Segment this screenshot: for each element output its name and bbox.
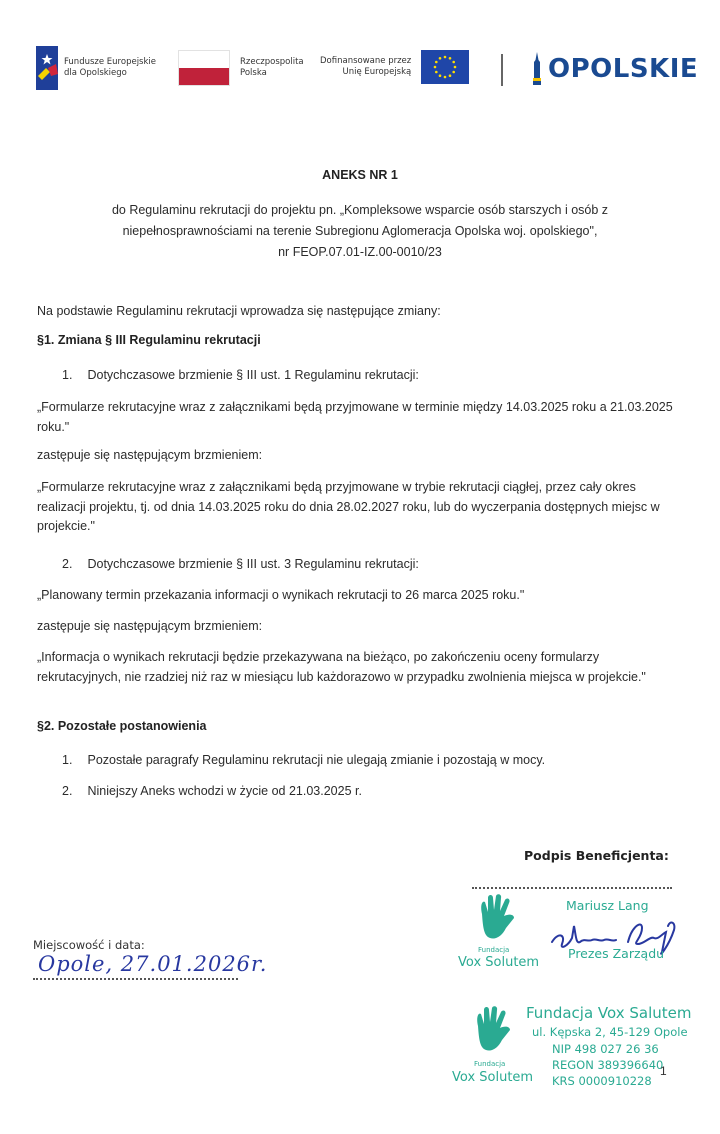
section-2-item-2 — [62, 784, 362, 798]
stamp2-fundacja: Fundacja — [474, 1060, 506, 1068]
old-text-1: „Formularze rekrutacyjne wraz z załącznikami będą przyjmowane w terminie między 14.03.2025 roku a 21.03.2025 roku." — [37, 400, 673, 434]
item-number: 1. — [62, 368, 73, 382]
stamp1-org: Vox Solutem — [458, 955, 540, 970]
section-1-item-2 — [62, 557, 419, 571]
logo-divider — [501, 54, 503, 86]
stamp2-address: ul. Kępska 2, 45-129 Opole — [532, 1025, 688, 1039]
subtitle-line-1: do Regulaminu rekrutacji do projektu pn. „Kompleksowe wsparcie osób starszych i osób z — [111, 203, 609, 217]
rzeczpospolita-logo — [178, 50, 304, 86]
stamp1-fundacja: Fundacja — [478, 946, 510, 954]
replace-label-1: zastępuje się następującym brzmieniem: — [37, 448, 263, 462]
polish-flag-icon — [178, 50, 230, 86]
new-text-1: „Formularze rekrutacyjne wraz z załącznikami będą przyjmowane w trybie rekrutacji ciągłej, przez cały okres realizacji projektu, tj. od dnia 14.03.2025 roku do dnia 28.02.2027 roku, lub do wyczerpania dostępnych miejsc w projekcie." — [37, 480, 660, 533]
logo-bar — [0, 44, 720, 100]
eu-line-2: Unię Europejską — [342, 67, 412, 77]
intro-text: Na podstawie Regulaminu rekrutacji wprowadza się następujące zmiany: — [37, 304, 441, 318]
place-date-value: Opole, 27.01.2026r. — [38, 952, 268, 976]
fundusze-europejskie-logo — [36, 46, 156, 90]
eu-flag-icon — [421, 50, 469, 84]
section-1-item-1 — [62, 368, 419, 382]
stamp2-title: Fundacja Vox Salutem — [526, 1004, 692, 1022]
signature-heading: Podpis Beneficjenta: — [524, 848, 669, 863]
hand-stamp-icon-2 — [470, 1006, 516, 1061]
document-title: ANEKS NR 1 — [322, 168, 398, 182]
section-1-heading: §1. Zmiana § III Regulaminu rekrutacji — [37, 333, 261, 347]
document-subtitle — [40, 200, 680, 263]
item-label: Dotychczasowe brzmienie § III ust. 3 Regulaminu rekrutacji: — [87, 557, 419, 571]
signatory-role: Prezes Zarządu — [568, 946, 665, 961]
item-number: 1. — [62, 753, 73, 767]
stamp2-regon: REGON 389396640 — [552, 1058, 664, 1072]
fe-line-2: dla Opolskiego — [64, 68, 127, 78]
opolskie-tower-icon — [532, 52, 542, 86]
opolskie-wordmark: OPOLSKIE — [548, 54, 699, 84]
subtitle-line-2: niepełnosprawnościami na terenie Subregionu Aglomeracja Opolska woj. opolskiego", — [122, 224, 598, 238]
signatory-name: Mariusz Lang — [566, 898, 649, 913]
section-2-heading: §2. Pozostałe postanowienia — [37, 719, 207, 733]
stamp2-nip: NIP 498 027 26 36 — [552, 1042, 659, 1056]
eu-funding-logo — [320, 50, 469, 84]
opolskie-logo — [532, 52, 698, 86]
rp-line-2: Polska — [240, 68, 267, 78]
stamp2-krs: KRS 0000910228 — [552, 1074, 652, 1088]
item-text: Niniejszy Aneks wchodzi w życie od 21.03.2025 r. — [87, 784, 362, 798]
eu-line-1: Dofinansowane przez — [320, 56, 412, 66]
hand-stamp-icon — [474, 894, 520, 949]
stamp2-org: Vox Solutem — [452, 1070, 534, 1085]
replace-label-2: zastępuje się następującym brzmieniem: — [37, 619, 263, 633]
page-number: 1 — [660, 1064, 667, 1078]
place-date-dotted-line — [33, 978, 238, 980]
signature-dotted-line — [472, 887, 672, 889]
section-2-item-1 — [62, 753, 545, 767]
new-text-2: „Informacja o wynikach rekrutacji będzie przekazywana na bieżąco, po zakończeniu oceny formularzy rekrutacyjnych, nie rzadziej niż raz w miesiącu lub każdorazowo w przypadku zwolnienia miejsca w projekcie." — [37, 650, 646, 684]
rp-line-1: Rzeczpospolita — [240, 57, 304, 67]
old-text-2: „Planowany termin przekazania informacji o wynikach rekrutacji to 26 marca 2025 roku." — [37, 588, 525, 602]
fe-mark-icon — [36, 46, 58, 90]
item-label: Dotychczasowe brzmienie § III ust. 1 Regulaminu rekrutacji: — [87, 368, 419, 382]
item-number: 2. — [62, 784, 73, 798]
item-text: Pozostałe paragrafy Regulaminu rekrutacji nie ulegają zmianie i pozostają w mocy. — [87, 753, 546, 767]
subtitle-line-3: nr FEOP.07.01-IZ.00-0010/23 — [278, 245, 442, 259]
item-number: 2. — [62, 557, 73, 571]
place-date-label: Miejscowość i data: — [33, 938, 145, 952]
fe-line-1: Fundusze Europejskie — [64, 57, 156, 67]
